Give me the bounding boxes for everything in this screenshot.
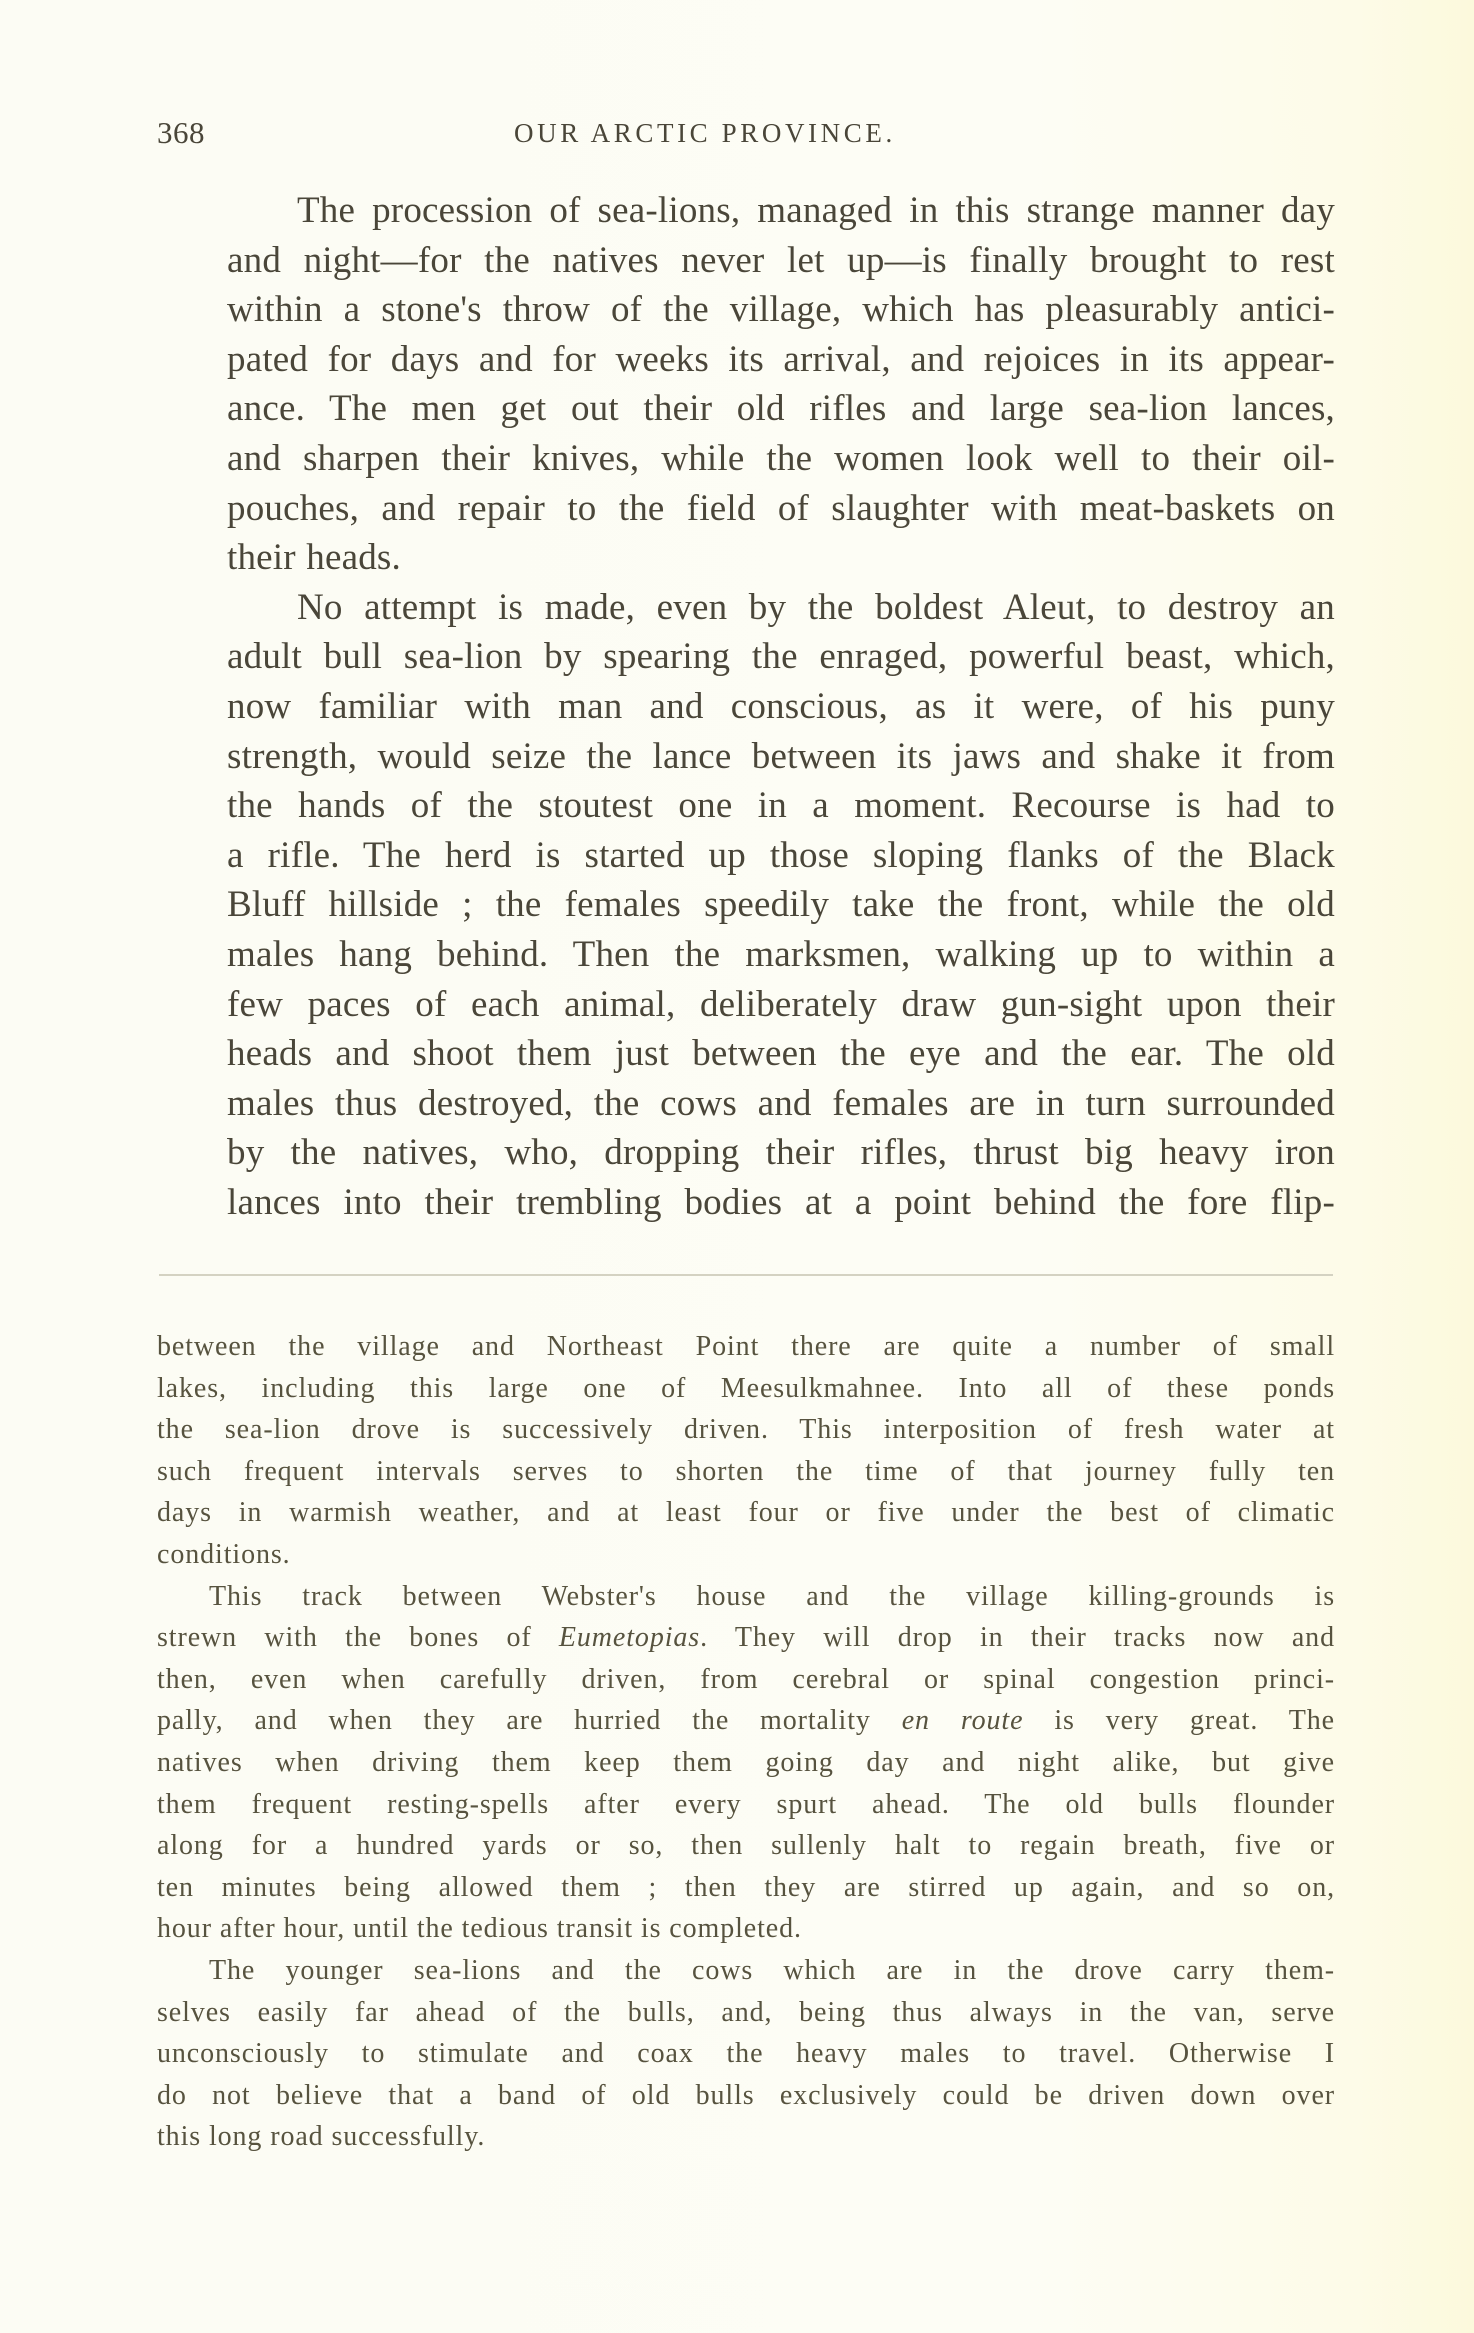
text-line: the hands of the stoutest one in a moment. Recourse is had to <box>227 785 1335 827</box>
text-line: adult bull sea-lion by spearing the enraged, powerful beast, which, <box>227 636 1335 678</box>
text-line: by the natives, who, dropping their rifles, thrust big heavy iron <box>227 1132 1335 1174</box>
footnote-text: . They will drop in their tracks now and <box>700 1622 1335 1654</box>
text-line: No attempt is made, even by the boldest Aleut, to destroy an <box>297 586 1335 628</box>
text-line: within a stone's throw of the village, which has pleasurably antici- <box>227 289 1335 331</box>
footnote-line: between the village and Northeast Point there are quite a number of small <box>157 1331 1335 1362</box>
text-line: males thus destroyed, the cows and females are in turn surrounded <box>227 1082 1335 1124</box>
footnote-line: do not believe that a band of old bulls exclusively could be driven down over <box>157 2079 1335 2111</box>
footnote-line: unconsciously to stimulate and coax the heavy males to travel. Otherwise I <box>157 2038 1335 2070</box>
footnote-line: conditions. <box>157 1538 291 1570</box>
text-line: their heads. <box>227 537 401 579</box>
text-line: heads and shoot them just between the eye and the ear. The old <box>227 1033 1335 1075</box>
italic-phrase: en route <box>901 1705 1024 1737</box>
footnote-text: is very great. The <box>1023 1705 1335 1737</box>
text-line: a rifle. The herd is started up those sloping flanks of the Black <box>227 834 1335 876</box>
text-line: ance. The men get out their old rifles and large sea-lion lances, <box>227 388 1335 430</box>
footnote-line: This track between Webster's house and the village killing-grounds is <box>209 1580 1335 1612</box>
running-title: OUR ARCTIC PROVINCE. <box>514 118 896 148</box>
footnote-text: strewn with the bones of <box>157 1622 559 1654</box>
text-line: and night—for the natives never let up—is finally brought to rest <box>227 239 1335 281</box>
footnote-line: them frequent resting-spells after every spurt ahead. The old bulls flounder <box>157 1788 1335 1820</box>
footnote-line: this long road successfully. <box>157 2121 486 2153</box>
footnote-line <box>157 1700 1335 1742</box>
footnote-line: hour after hour, until the tedious transit is completed. <box>157 1913 802 1945</box>
text-line: lances into their trembling bodies at a point behind the fore flip- <box>227 1181 1335 1223</box>
footnote-line: ten minutes being allowed them ; then they are stirred up again, and so on, <box>157 1871 1335 1903</box>
text-line: males hang behind. Then the marksmen, walking up to within a <box>227 933 1335 975</box>
page-number: 368 <box>157 115 205 150</box>
footnote-divider <box>159 1274 1333 1276</box>
italic-genus-name: Eumetopias <box>558 1622 701 1654</box>
paragraph-1 <box>157 186 1335 583</box>
footnote-line <box>157 1617 1335 1659</box>
text-line: few paces of each animal, deliberately draw gun-sight upon their <box>227 983 1335 1025</box>
footnote-line: natives when driving them keep them going day and night alike, but give <box>157 1746 1335 1778</box>
footnote-line: then, even when carefully driven, from cerebral or spinal congestion princi- <box>157 1663 1335 1695</box>
text-line: The procession of sea-lions, managed in this strange manner day <box>297 190 1335 231</box>
footnote-paragraph-1 <box>157 1326 1335 1576</box>
text-line: pouches, and repair to the field of slaughter with meat-baskets on <box>227 487 1335 529</box>
footnote-line: such frequent intervals serves to shorten the time of that journey fully ten <box>157 1455 1335 1487</box>
main-text <box>157 186 1335 1227</box>
footnote-line: selves easily far ahead of the bulls, and, being thus always in the van, serve <box>157 1996 1335 2028</box>
footnote-line: along for a hundred yards or so, then sullenly halt to regain breath, five or <box>157 1830 1335 1862</box>
text-line: now familiar with man and conscious, as it were, of his puny <box>227 685 1335 727</box>
footnote-line: the sea-lion drove is successively driven. This interposition of fresh water at <box>157 1414 1335 1446</box>
text-line: strength, would seize the lance between its jaws and shake it from <box>227 735 1335 777</box>
footnote-line: lakes, including this large one of Meesulkmahnee. Into all of these ponds <box>157 1372 1335 1404</box>
text-line: and sharpen their knives, while the women look well to their oil- <box>227 437 1335 479</box>
text-line: pated for days and for weeks its arrival, and rejoices in its appear- <box>227 338 1335 380</box>
footnote-paragraph-3 <box>157 1950 1335 2158</box>
footnotes <box>157 1326 1335 2158</box>
footnote-paragraph-2 <box>157 1576 1335 1950</box>
running-head <box>157 116 1335 150</box>
text-line: Bluff hillside ; the females speedily take the front, while the old <box>227 884 1335 926</box>
paragraph-2 <box>157 583 1335 1228</box>
footnote-text: pally, and when they are hurried the mortality <box>157 1705 902 1737</box>
footnote-line: days in warmish weather, and at least four or five under the best of climatic <box>157 1497 1335 1529</box>
footnote-line: The younger sea-lions and the cows which are in the drove carry them- <box>209 1954 1335 1986</box>
